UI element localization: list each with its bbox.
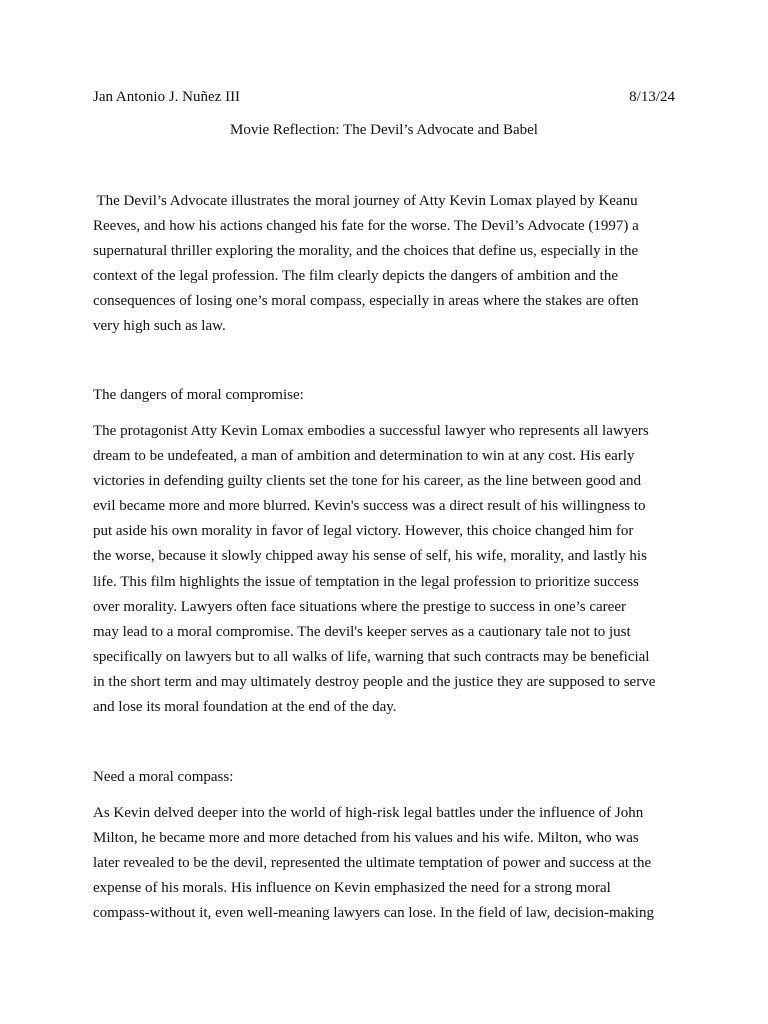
paragraph-line: Reeves, and how his actions changed his fate for the worse. The Devil’s Advocate (1997) a (93, 218, 639, 235)
paragraph-line: later revealed to be the devil, represented the ultimate temptation of power and success at the (93, 855, 652, 872)
paragraph-line: expense of his morals. His influence on Kevin emphasized the need for a strong moral (93, 880, 611, 897)
paragraph-line: The Devil’s Advocate illustrates the moral journey of Atty Kevin Lomax played by Keanu (93, 193, 638, 209)
section-paragraph-moral-compromise (93, 419, 683, 720)
section-paragraph-moral-compass (93, 801, 683, 926)
paragraph-line: compass-without it, even well-meaning lawyers can lose. In the field of law, decision-making (93, 905, 654, 922)
paragraph-line: life. This film highlights the issue of temptation in the legal profession to prioritize success (93, 573, 639, 590)
section-heading-moral-compromise: The dangers of moral compromise: (93, 387, 304, 403)
paragraph-line: very high such as law. (93, 318, 226, 335)
paragraph-line: supernatural thriller exploring the morality, and the choices that define us, especially in the (93, 243, 639, 260)
paragraph-line: victories in defending guilty clients set the tone for his career, as the line between good and (93, 473, 641, 490)
paragraph-line: may lead to a moral compromise. The devil's keeper serves as a cautionary tale not to just (93, 623, 631, 640)
paragraph-line: dream to be undefeated, a man of ambition and determination to win at any cost. His early (93, 448, 635, 465)
paragraph-line: Milton, he became more and more detached from his values and his wife. Milton, who was (93, 830, 639, 847)
document-header (93, 85, 675, 110)
paragraph-line: over morality. Lawyers often face situations where the prestige to success in one’s career (93, 598, 626, 615)
paragraph-line: the worse, because it slowly chipped away his sense of self, his wife, morality, and lastly his (93, 548, 647, 565)
paragraph-line: and lose its moral foundation at the end of the day. (93, 699, 397, 716)
paragraph-line: evil became more and more blurred. Kevin's success was a direct result of his willingness to (93, 498, 646, 515)
paragraph-line: specifically on lawyers but to all walks of life, warning that such contracts may be beneficial (93, 648, 650, 665)
paragraph-line: consequences of losing one’s moral compass, especially in areas where the stakes are often (93, 293, 639, 310)
paragraph-line: The protagonist Atty Kevin Lomax embodies a successful lawyer who represents all lawyers (93, 423, 649, 439)
document-title: Movie Reflection: The Devil’s Advocate and Babel (230, 122, 538, 138)
paragraph-line: in the short term and may ultimately destroy people and the justice they are supposed to serve (93, 673, 656, 690)
document-date: 8/13/24 (629, 89, 675, 105)
paragraph-line: As Kevin delved deeper into the world of high-risk legal battles under the influence of John (93, 805, 644, 821)
intro-paragraph (93, 189, 683, 340)
paragraph-line: context of the legal profession. The film clearly depicts the dangers of ambition and the (93, 268, 618, 285)
section-heading-moral-compass: Need a moral compass: (93, 769, 234, 785)
author-name: Jan Antonio J. Nuñez III (93, 89, 241, 105)
paragraph-line: put aside his own morality in favor of legal victory. However, this choice changed him for (93, 523, 634, 540)
